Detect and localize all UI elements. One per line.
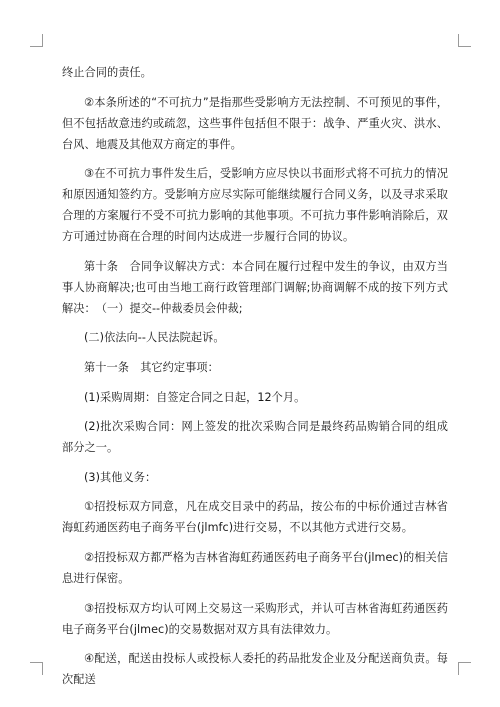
- paragraph-article-11-heading: 第十一条 其它约定事项：: [84, 360, 219, 374]
- crop-mark-bottom-left: [30, 662, 43, 675]
- paragraph-obligation-2: ②招投标双方都严格为吉林省海虹药通医药电子商务平台(jlmec)的相关信息进行保密。: [62, 550, 448, 585]
- paragraph-continuation: 终止合同的责任。: [62, 66, 152, 79]
- paragraph-procurement-period: (1)采购周期：自签定合同之日起，12个月。: [84, 390, 306, 404]
- paragraph-obligation-4: ④配送，配送由投标人或投标人委托的药品批发企业及分配送商负责。每次配送: [62, 652, 448, 687]
- paragraph-batch-contract: (2)批次采购合同：网上签发的批次采购合同是最终药品购销合同的组成部分之一。: [62, 420, 448, 455]
- crop-mark-top-right: [458, 34, 471, 47]
- paragraph-other-obligations: (3)其他义务：: [84, 470, 157, 484]
- crop-mark-bottom-right: [458, 662, 471, 675]
- paragraph-obligation-3: ③招投标双方均认可网上交易这一采购形式，并认可吉林省海虹药通医药电子商务平台(jlmec)的交易数据对双方具有法律效力。: [62, 601, 448, 636]
- paragraph-force-majeure-definition: ②本条所述的“不可抗力”是指那些受影响方无法控制、不可预见的事件，但不包括故意违约或疏忽，这些事件包括但不限于：战争、严重火灾、洪水、台风、地震及其他双方商定的事件。: [62, 95, 448, 151]
- paragraph-obligation-1: ①招投标双方同意，凡在成交目录中的药品，按公布的中标价通过吉林省海虹药通医药电子商务平台(jlmfc)进行交易，不以其他方式进行交易。: [62, 500, 448, 535]
- crop-mark-top-left: [30, 34, 43, 47]
- paragraph-force-majeure-notice: ③在不可抗力事件发生后，受影响方应尽快以书面形式将不可抗力的情况和原因通知签约方。受影响方应尽实际可能继续履行合同义务，以及寻求采取合理的方案履行不受不可抗力影响的其他事项。不可抗力事件影响消除后，双方可通过协商在合理的时间内达成进一步履行合同的协议。: [62, 167, 448, 244]
- paragraph-court-option: (二)依法向--人民法院起诉。: [84, 331, 225, 345]
- paragraph-article-10-dispute: 第十条 合同争议解决方式：本合同在履行过程中发生的争议，由双方当事人协商解决;也可由当地工商行政管理部门调解;协商调解不成的按下列方式解决： （一）提交--仲裁委员会仲裁;: [62, 259, 448, 315]
- document-body: [62, 62, 448, 699]
